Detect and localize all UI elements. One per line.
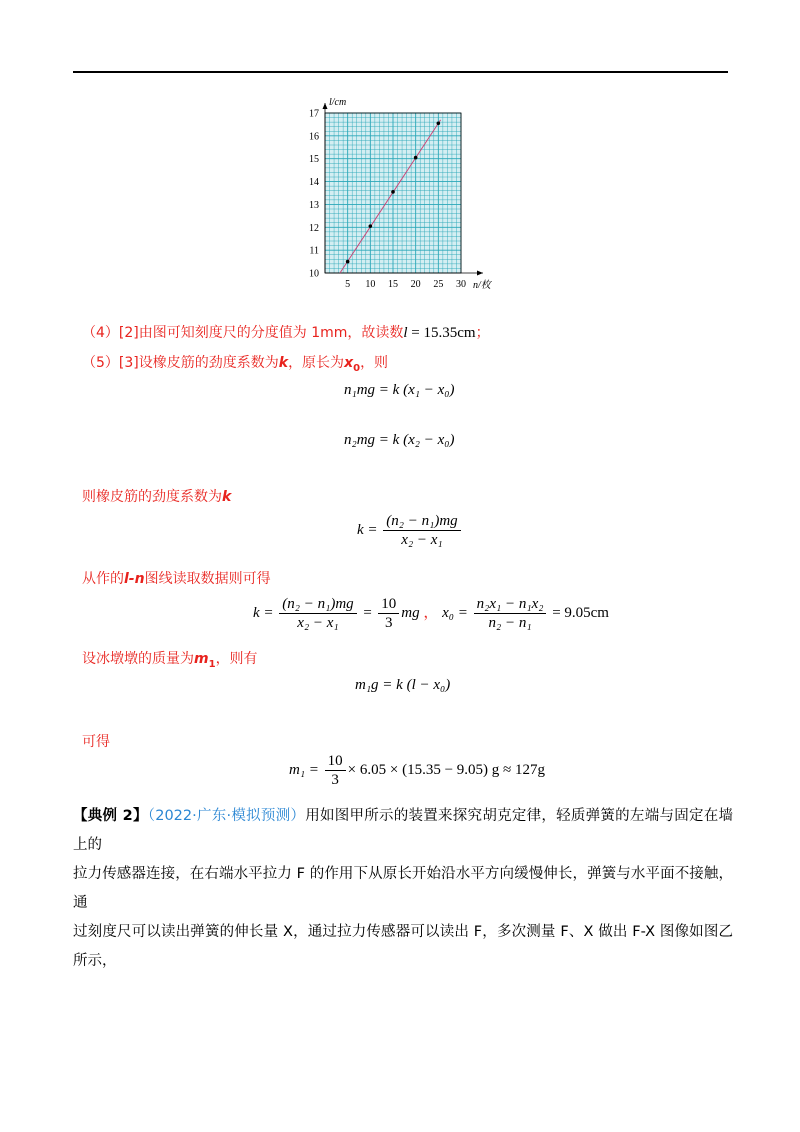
equation-1: n₁mg = k (x₁ − x₀) [344, 382, 455, 398]
data-point [346, 260, 350, 264]
y-tick-label: 11 [309, 245, 319, 257]
x-axis-arrow [477, 271, 483, 276]
step4-text: （4）[2]由图可知刻度尺的分度值为 1mm，故读数l = 15.35cm； [82, 325, 490, 341]
text-k: 则橡皮筋的劲度系数为k [82, 489, 232, 505]
header-rule [73, 71, 728, 73]
x-axis-label: n/枚 [473, 280, 491, 291]
example-2-line-3: 过刻度尺可以读出弹簧的伸长量 X，通过拉力传感器可以读出 F，多次测量 F、X 做出 F-X 图像如图乙所示， [73, 924, 733, 969]
y-axis-label: l/cm [329, 97, 347, 108]
y-tick-label: 10 [309, 268, 319, 280]
y-tick-label: 17 [309, 108, 319, 120]
text-read-graph: 从作的l-n图线读取数据则可得 [82, 571, 271, 587]
step5-text: （5）[3]设橡皮筋的劲度系数为k，原长为$x_0$，则 [82, 355, 389, 374]
equation-4: k = $\frac{\text{(n₂ − n₁)mg}}{\text{x₂ − x₁}}$ = $\frac{10}{3}$ mg ， x₀ = $\frac{\text{n₂x₁ − n₁x₂}}{\text{n₂ − n₁}}$ = 9.05cm [253, 596, 609, 631]
example-2-line-2: 拉力传感器连接，在右端水平拉力 F 的作用下从原长开始沿水平方向缓慢伸长，弹簧与水平面不接触，通 [73, 866, 733, 911]
data-point [437, 121, 441, 125]
x-tick-label: 30 [456, 279, 466, 290]
y-tick-label: 13 [309, 199, 319, 211]
x-tick-label: 5 [345, 279, 351, 290]
text-result: 可得 [82, 734, 110, 750]
equation-5: m₁g = k (l − x₀) [355, 677, 451, 693]
equation-2: n₂mg = k (x₂ − x₀) [344, 432, 455, 448]
x-tick-label: 25 [433, 279, 444, 290]
data-point [414, 156, 418, 160]
x-tick-label: 15 [388, 279, 398, 290]
y-tick-label: 16 [309, 131, 319, 143]
data-point [391, 190, 395, 194]
y-axis-arrow [323, 103, 328, 109]
text-mass: 设冰墩墩的质量为$m_1$，则有 [82, 651, 258, 670]
y-tick-label: 14 [309, 177, 319, 189]
data-point [369, 224, 373, 228]
y-tick-label: 15 [309, 154, 319, 166]
x-tick-label: 20 [410, 279, 421, 290]
example-2 [73, 802, 733, 976]
l-n-graph [290, 92, 510, 292]
equation-3: k = $\frac{\text{(n₂ − n₁)mg}}{\text{x₂ − x₁}}$ [357, 512, 463, 549]
y-tick-label: 12 [309, 222, 319, 234]
x-tick-label: 10 [365, 279, 376, 290]
example-2-line-1: 【典例 2】（2022·广东·模拟预测）用如图甲所示的装置来探究胡克定律，轻质弹簧的左端与固定在墙上的 [73, 808, 733, 853]
equation-6: m₁ = $\frac{10}{3}$ × 6.05 × (15.35 − 9.05) g ≈ 127g [289, 753, 546, 788]
